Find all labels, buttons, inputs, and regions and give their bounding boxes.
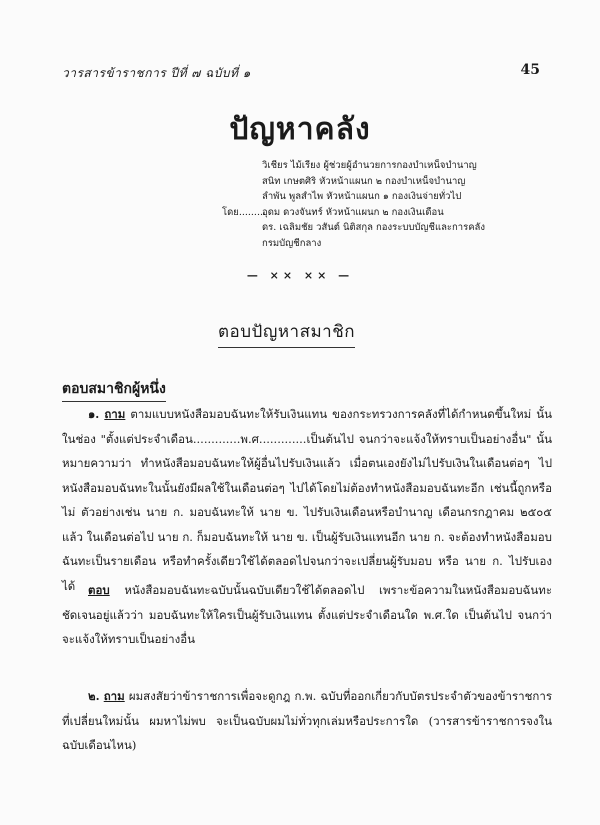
question-2 [62,684,552,754]
answer-1 [62,578,552,644]
page-number: 45 [520,62,540,78]
author-list [262,158,572,251]
answer-label: ตอบ [88,583,110,597]
question-number: ๑. [88,407,100,421]
question-label: ถาม [104,407,126,421]
question-number: ๒. [88,689,100,703]
byline-label: โดย......... [222,207,267,218]
question-label: ถาม [103,689,125,703]
running-head [62,62,540,84]
section-heading: ตอบปัญหาสมาชิก [218,318,355,348]
answer-text: หนังสือมอบฉันทะฉบับนั้นฉบับเดียวใช้ได้ตลอดไป เพราะข้อความในหนังสือมอบฉันทะชัดเจนอยู่แล้วว่า มอบฉันทะให้ใครเป็นผู้รับเงินแทน ตั้งแต่ประจำเดือนใด พ.ศ.ใด เป็นต้นไป จนกว่าจะแจ้งให้ทราบเป็นอย่างอื่น [62,583,552,646]
article-title: ปัญหาคลัง [229,112,371,147]
question-text: ผมสงสัยว่าข้าราชการเพื่อจะดูกฎ ก.พ. ฉบับที่ออกเกี่ยวกับบัตรประจำตัวของข้าราชการที่เปลี่ยนใหม่นั้น ผมหาไม่พบ จะเป็นฉบับผมไม่ทั่วทุกเล่มหรือประการใด (วารสารข้าราชการจงในฉบับเดือนไหน) [62,689,553,752]
author-line: ดร. เฉลิมชัย วสันต์ นิติสกุล กองระบบบัญชีและการคลัง [262,222,486,233]
author-line: สนิท เกษตศิริ หัวหน้าแผนก ๒ กองบำเหน็จบำนาญ [262,175,466,187]
author-line: วิเชียร ไม้เรียง ผู้ช่วยผู้อำนวยการกองบำเหน็จบำนาญ [262,160,477,171]
sub-heading: ตอบสมาชิกผู้หนึ่ง [62,378,166,402]
author-line: ลำพัน พูลสำไพ หัวหน้าแผนก ๑ กองเงินจ่ายทั่วไป [262,191,462,202]
author-line: กรมบัญชีกลาง [262,237,322,249]
author-line: อุดม ดวงจันทร์ หัวหน้าแผนก ๒ กองเงินเดือน [262,206,444,218]
section-divider: — ×× ×× — [246,269,354,282]
question-text: ตามแบบหนังสือมอบฉันทะให้รับเงินแทน ของกระทรวงการคลังที่ได้กำหนดขึ้นใหม่ นั้น ในช่อง "ตั้งแต่ประจำเดือน.............พ.ศ.............เป็นต้นไป จนกว่าจะแจ้งให้ทราบเป็นอย่างอื่น" นั้น หมายความว่า ทำหนังสือมอบฉันทะให้ผู้อื่นไปรับเงินแล้ว เมื่อตนเองยังไม่ไปรับเงินในเดือนต่อๆ ไป หนังสือมอบฉันทะในนั้นยังมีผลใช้ในเดือนต่อๆ ไปได้โดยไม่ต้องทำหนังสือมอบฉันทะอีก เช่นนี้ถูกหรือไม่ ตัวอย่างเช่น นาย ก. มอบฉันทะให้ นาย ข. ไปรับเงินเดือนหรือบำนาญ เดือนกรกฎาคม ๒๕๐๕ แล้ว ในเดือนต่อไป นาย ก. ก็มอบฉันทะให้ นาย ข. เป็นผู้รับเงินแทนอีก นาย ก. จะต้องทำหนังสือมอบฉันทะเป็นรายเดือน หรือทำครั้งเดียวใช้ได้ตลอดไปจนกว่าจะเปลี่ยนผู้รับมอบ หรือ นาย ก. ไปรับเองได้ [62,407,552,593]
journal-title: วารสารข้าราชการ ปีที่ ๗ ฉบับที่ ๑ [62,66,251,80]
